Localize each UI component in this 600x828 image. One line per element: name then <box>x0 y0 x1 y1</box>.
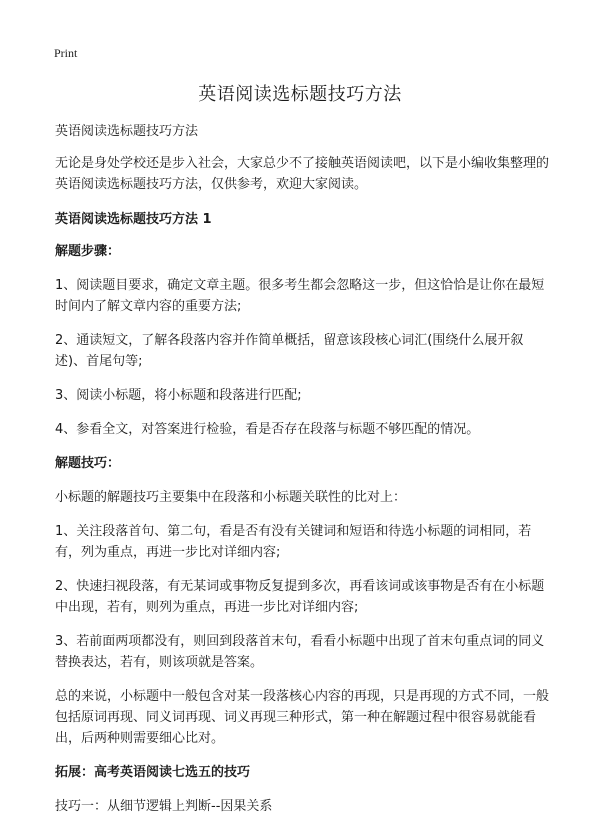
tips-intro: 小标题的解题技巧主要集中在段落和小标题关联性的比对上： <box>55 490 407 505</box>
print-label[interactable]: Print <box>54 46 78 60</box>
summary-paragraph: 总的来说，小标题中一般包含对某一段落核心内容的再现，只是再现的方式不同，一般包括原词再现、同义词再现、词义再现三种形式，第一种在解题过程中很容易就能看出，后两种则需要细心比对。 <box>55 689 550 746</box>
tip-item: 1、关注段落首句、第二句，看是否有没有关键词和短语和待选小标题的词相同，若有，列为重点，再进一步比对详细内容; <box>55 524 532 560</box>
extension-heading: 拓展：高考英语阅读七选五的技巧 <box>55 765 251 780</box>
steps-heading: 解题步骤： <box>55 244 121 259</box>
tip-item: 3、若前面两项都没有，则回到段落首末句，看看小标题中出现了首末句重点词的同义替换表达，若有，则该项就是答案。 <box>55 634 545 670</box>
document-body <box>55 121 553 817</box>
step-item: 1、阅读题目要求，确定文章主题。很多考生都会忽略这一步，但这恰恰是让你在最短时间内了解文章内容的重要方法; <box>55 278 545 314</box>
technique-paragraph: 技巧一：从细节逻辑上判断--因果关系 <box>55 799 273 814</box>
intro-paragraph: 无论是身处学校还是步入社会，大家总少不了接触英语阅读吧，以下是小编收集整理的英语阅读选标题技巧方法，仅供参考，欢迎大家阅读。 <box>55 156 550 192</box>
document-title: 英语阅读选标题技巧方法 <box>198 84 402 105</box>
section-heading: 英语阅读选标题技巧方法 1 <box>55 212 212 227</box>
step-item: 3、阅读小标题，将小标题和段落进行匹配; <box>55 388 302 403</box>
step-item: 2、通读短文，了解各段落内容并作简单概括，留意该段核心词汇(围绕什么展开叙述)、首尾句等; <box>55 333 524 369</box>
tip-item: 2、快速扫视段落，有无某词或事物反复提到多次，再看该词或该事物是否有在小标题中出现，若有，则列为重点，再进一步比对详细内容; <box>55 579 545 615</box>
document-subtitle: 英语阅读选标题技巧方法 <box>55 124 199 139</box>
tips-heading: 解题技巧： <box>55 456 121 471</box>
step-item: 4、参看全文，对答案进行检验，看是否存在段落与标题不够匹配的情况。 <box>55 422 480 437</box>
